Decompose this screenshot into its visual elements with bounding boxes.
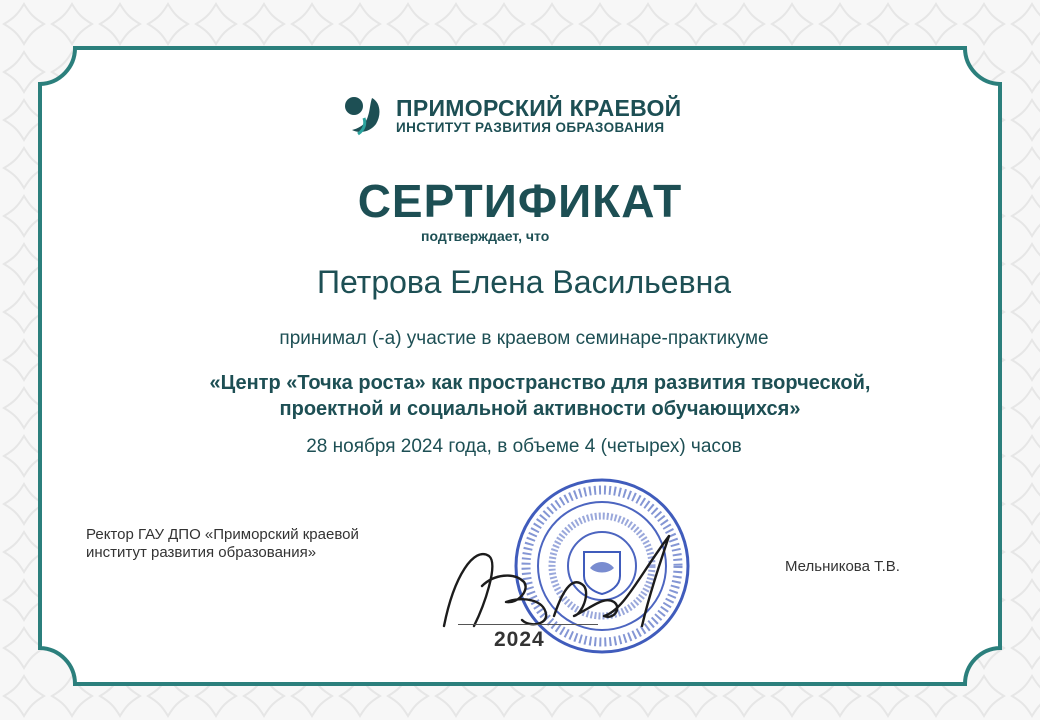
signature-line bbox=[458, 624, 598, 625]
certificate-body bbox=[40, 48, 1000, 686]
logo-line-1: ПРИМОРСКИЙ КРАЕВОЙ bbox=[396, 95, 682, 121]
signer-name: Мельникова Т.В. bbox=[785, 558, 900, 575]
handwritten-signature bbox=[434, 516, 694, 646]
participation-text: принимал (-а) участие в краевом семинаре-практикуме bbox=[279, 328, 769, 349]
event-date: 28 ноября 2024 года, в объеме 4 (четырех) часов bbox=[306, 436, 742, 457]
event-title-line-1: «Центр «Точка роста» как пространство для развития творческой, bbox=[209, 372, 871, 394]
institute-logo bbox=[342, 94, 682, 138]
certificate-year: 2024 bbox=[494, 628, 545, 651]
certificate-title: СЕРТИФИКАТ bbox=[357, 175, 683, 227]
certificate-subtitle: подтверждает, что bbox=[421, 228, 550, 244]
logo-line-2: ИНСТИТУТ РАЗВИТИЯ ОБРАЗОВАНИЯ bbox=[396, 120, 665, 135]
recipient-name: Петрова Елена Васильевна bbox=[316, 264, 732, 300]
institute-logo-icon bbox=[342, 94, 386, 138]
event-title bbox=[40, 370, 1040, 422]
event-title-line-2: проектной и социальной активности обучающихся» bbox=[279, 398, 801, 420]
rector-title: Ректор ГАУ ДПО «Приморский краевой институт развития образования» bbox=[86, 526, 359, 561]
